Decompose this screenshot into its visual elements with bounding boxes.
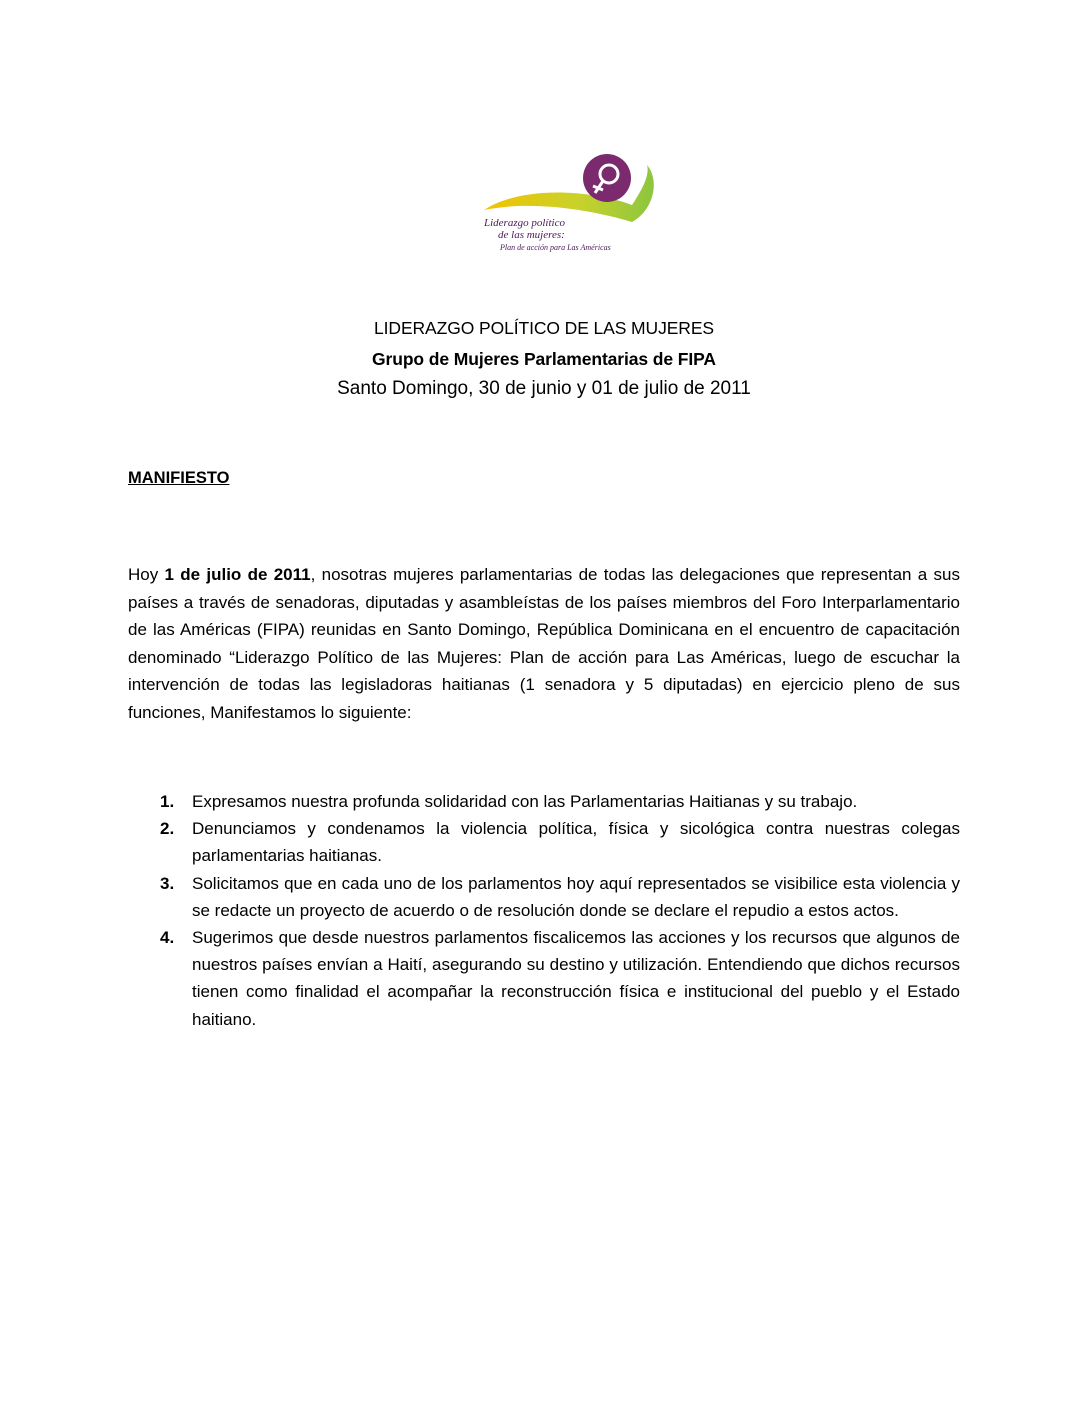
manifesto-list [160, 788, 960, 1033]
list-item [160, 788, 960, 815]
section-title: MANIFIESTO [128, 469, 230, 487]
list-item-number: 1. [160, 792, 175, 811]
list-item-text: Sugerimos que desde nuestros parlamentos fiscalicemos las acciones y los recursos que algunos de nuestros países envían a Haití, asegurando su destino y utilización. Entendiendo que dichos recursos tienen como finalidad el acompañar la reconstrucción física e institucional del pueblo y el Estado haitiano. [192, 928, 960, 1029]
document-date: Santo Domingo, 30 de junio y 01 de julio de 2011 [337, 378, 751, 399]
intro-paragraph [128, 561, 960, 727]
list-item [160, 815, 960, 869]
document-title: LIDERAZGO POLÍTICO DE LAS MUJERES [374, 318, 714, 338]
list-item-number: 3. [160, 873, 175, 893]
logo-graphic [482, 150, 662, 265]
intro-body: , nosotras mujeres parlamentarias de todas las delegaciones que representan a sus países a través de senadoras, diputadas y asambleístas de los países miembros del Foro Interparlamentario de las Américas (FIPA) reunidas en Santo Domingo, República Dominicana en el encuentro de capacitación denominado “Liderazgo Político de las Mujeres: Plan de acción para Las Américas, luego de escuchar la intervención de todas las legisladoras haitianas (1 senadora y 5 diputadas) en ejercicio pleno de sus funciones, Manifestamos lo siguiente: [128, 565, 960, 722]
logo-text-line1: Liderazgo político [484, 217, 565, 229]
document-subtitle: Grupo de Mujeres Parlamentarias de FIPA [372, 349, 716, 369]
intro-lead: Hoy [128, 565, 165, 584]
female-symbol-icon [583, 154, 631, 202]
list-item-text: Denunciamos y condenamos la violencia política, física y sicológica contra nuestras colegas parlamentarias haitianas. [192, 819, 960, 866]
list-item [160, 924, 960, 1033]
logo-text-line2: de las mujeres: [498, 229, 565, 241]
logo-text-line3: Plan de acción para Las Américas [500, 243, 611, 252]
list-item-text: Expresamos nuestra profunda solidaridad con las Parlamentarias Haitianas y su trabajo. [192, 792, 858, 811]
intro-date: 1 de julio de 2011 [164, 565, 311, 584]
list-item-text: Solicitamos que en cada uno de los parlamentos hoy aquí representados se visibilice esta violencia y se redacte un proyecto de acuerdo o de resolución donde se declare el repudio a estos actos. [192, 873, 960, 920]
list-item-number: 4. [160, 928, 175, 948]
list-item [160, 870, 960, 924]
list-item-number: 2. [160, 819, 175, 839]
logo [482, 150, 662, 265]
